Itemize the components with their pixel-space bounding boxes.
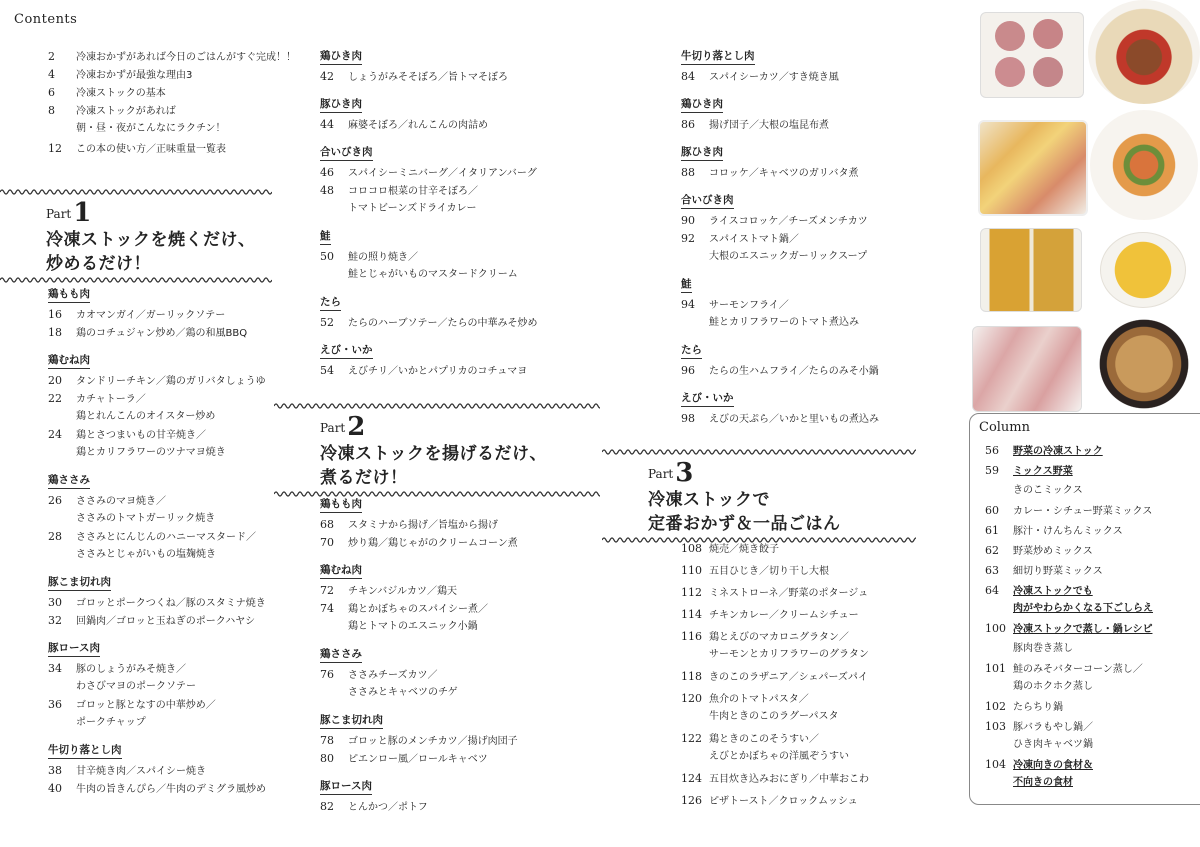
entry-title: 揚げ団子／大根の塩昆布煮 [709,120,829,131]
toc-entry[interactable] [48,696,216,715]
entry-title: チキンカレー／クリームシチュー [709,610,859,621]
toc-entry[interactable] [320,182,478,201]
toc-entry[interactable] [681,68,839,87]
frozen-pork-bags-photo [972,326,1082,412]
part-title: 炒めるだけ！ [46,254,151,274]
entry-subtitle: サーモンとカリフラワーのグラタン [709,649,869,660]
entry-subtitle: 鮭とじゃがいものマスタードクリーム [348,269,518,280]
entry-subtitle: ささみとじゃがいもの塩麹焼き [76,549,216,560]
part-word: Part [648,467,674,481]
page-number: 16 [48,308,62,321]
entry-title: きのこミックス [1013,485,1083,496]
toc-entry[interactable] [48,140,226,159]
entry-subtitle: 朝・昼・夜がこんなにラクチン！ [76,123,226,134]
part-word: Part [320,421,346,435]
entry-title: スタミナから揚げ／旨塩から揚げ [348,520,498,531]
entry-subtitle: えびとかぼちゃの洋風ぞうすい [709,751,849,762]
section-heading: 鶏むね肉 [48,352,90,369]
section-heading: 豚ロース肉 [320,778,372,795]
pork-stew-pot-photo [1090,318,1198,410]
page-number: 101 [985,662,1006,675]
page-number: 90 [681,214,695,227]
entry-title: 五目炊き込みおにぎり／中華おこわ [709,774,869,785]
entry-title: 鮭のみそバターコーン蒸し／ [1013,664,1143,675]
toc-entry[interactable] [681,230,799,249]
page-number: 36 [48,698,62,711]
part-number: 2 [347,412,366,442]
entry-title: きのこのラザニア／シェパーズパイ [709,672,868,683]
toc-entry[interactable] [48,390,146,409]
toc-entry[interactable] [320,582,457,601]
pumpkin-soup-photo [1100,232,1186,308]
toc-entry[interactable] [48,372,266,391]
wave-divider [274,402,600,410]
toc-entry[interactable] [681,628,849,647]
toc-entry[interactable] [48,324,247,343]
toc-entry[interactable] [320,798,428,817]
page-number: 86 [681,118,695,131]
toc-entry[interactable] [48,84,166,103]
page-number: 59 [985,464,999,477]
toc-entry[interactable] [48,48,296,67]
page-number: 114 [681,608,702,621]
section-heading: たら [320,294,341,311]
page-number: 84 [681,70,695,83]
entry-subtitle: 不向きの食材 [1013,777,1073,788]
entry-title: ミネストローネ／野菜のポタージュ [709,588,869,599]
page-number: 68 [320,518,334,531]
entry-title: カオマンガイ／ガーリックソテー [76,310,226,321]
page-number: 96 [681,364,695,377]
part-title: 冷凍ストックを揚げるだけ、 [320,444,547,464]
entry-title: ピエンロー風／ロールキャベツ [348,754,488,765]
toc-entry[interactable] [681,690,809,709]
section-heading: 鶏むね肉 [320,562,362,579]
page-number: 6 [48,86,55,99]
entry-title: 焼売／焼き餃子 [709,544,779,555]
toc-entry[interactable] [320,516,498,535]
page-number: 44 [320,118,334,131]
entry-title: 鮭の照り焼き／ [348,252,418,263]
entry-title: カチャトーラ／ [76,394,146,405]
entry-subtitle: ひき肉キャベツ鍋 [1013,739,1093,750]
section-heading: 合いびき肉 [320,144,373,161]
page-number: 32 [48,614,62,627]
entry-title: 野菜炒めミックス [1013,546,1093,557]
page-number: 124 [681,772,702,785]
page-number: 126 [681,794,702,807]
page-number: 22 [48,392,62,405]
toc-entry[interactable] [681,540,779,559]
page-number: 20 [48,374,62,387]
toc-entry[interactable] [681,562,829,581]
section-heading: 牛切り落とし肉 [681,48,755,65]
entry-title: ゴロッとポークつくね／豚のスタミナ焼き [76,598,266,609]
entry-title: ささみとにんじんのハニーマスタード／ [76,532,256,543]
page-number: 54 [320,364,334,377]
entry-title: ゴロッと豚のメンチカツ／揚げ肉団子 [348,736,518,747]
entry-subtitle: 鶏とカリフラワーのツナマヨ焼き [76,447,226,458]
part-label [648,458,693,488]
entry-title: 冷凍ストックでも [1013,586,1093,597]
page-number: 46 [320,166,334,179]
page-number: 24 [48,428,62,441]
page-number: 108 [681,542,702,555]
section-heading: 鮭 [320,228,331,245]
page-number: 102 [985,700,1006,713]
entry-title: 炒り鶏／鶏じゃがのクリームコーン煮 [348,538,518,549]
page-number: 110 [681,564,702,577]
toc-entry[interactable] [320,68,508,87]
section-heading: 豚ひき肉 [320,96,362,113]
toc-entry[interactable] [48,612,255,631]
page-number: 70 [320,536,334,549]
page-number: 120 [681,692,702,705]
entry-title: カレー・シチュー野菜ミックス [1013,506,1153,517]
entry-title: 冷凍ストックの基本 [76,88,166,99]
entry-title: サーモンフライ／ [709,300,789,311]
page-number: 28 [48,530,62,543]
entry-title: たらのハーブソテー／たらの中華みそ炒め [348,318,538,329]
toc-entry[interactable] [48,762,206,781]
entry-title: 豚汁・けんちんミックス [1013,526,1123,537]
toc-entry[interactable] [681,212,868,231]
entry-title: 鶏とさつまいもの甘辛焼き／ [76,430,206,441]
entry-title: ささみのマヨ焼き／ [76,496,166,507]
entry-title: スパイシーカツ／すき焼き風 [709,72,839,83]
entry-subtitle: 鶏とれんこんのオイスター炒め [76,411,216,422]
entry-title: ゴロッと豚となすの中華炒め／ [76,700,216,711]
part-title: 定番おかず＆一品ごはん [648,514,841,534]
page-number: 4 [48,68,55,81]
entry-subtitle: 鮭とカリフラワーのトマト煮込み [709,317,859,328]
part-label [320,412,365,442]
page-number: 112 [681,586,702,599]
section-heading: 鶏もも肉 [48,286,90,303]
toc-entry[interactable] [48,780,266,799]
page-number: 18 [48,326,62,339]
entry-subtitle: トマトビーンズドライカレー [348,203,477,214]
section-heading: 鶏ひき肉 [681,96,723,113]
part-number: 1 [73,198,92,228]
section-heading: たら [681,342,702,359]
toc-entry[interactable] [681,584,868,603]
entry-title: この本の使い方／正味重量一覧表 [76,144,226,155]
entry-title: 豚のしょうがみそ焼き／ [76,664,186,675]
page-number: 62 [985,544,999,557]
section-heading: 豚こま切れ肉 [48,574,111,591]
wave-divider [0,276,272,284]
toc-entry[interactable] [320,164,537,183]
toc-entry[interactable] [681,296,789,315]
section-heading: 豚こま切れ肉 [320,712,383,729]
toc-entry[interactable] [681,730,819,749]
toc-entry[interactable] [681,410,879,429]
page-number: 42 [320,70,334,83]
toc-entry[interactable] [681,164,859,183]
toc-entry[interactable] [320,600,488,619]
entry-title: 麻婆そぼろ／れんこんの肉詰め [348,120,488,131]
page-number: 88 [681,166,695,179]
toc-entry[interactable] [681,606,859,625]
part-title: 煮るだけ！ [320,468,408,488]
page-number: 104 [985,758,1006,771]
entry-title: 豚肉巻き蒸し [1013,643,1073,654]
entry-title: タンドリーチキン／鶏のガリバタしょうゆ [76,376,266,387]
entry-title: たらの生ハムフライ／たらのみそ小鍋 [709,366,879,377]
page-title: Contents [14,12,78,27]
page-number: 63 [985,564,999,577]
section-heading: 合いびき肉 [681,192,734,209]
hamburger-plate-photo [1088,0,1200,104]
entry-title: 鶏とえびのマカロニグラタン／ [709,632,849,643]
entry-title: ピザトースト／クロックムッシュ [709,796,858,807]
entry-title: えびチリ／いかとパプリカのコチュマヨ [348,366,528,377]
entry-title: 冷凍おかずが最強な理由3 [76,70,193,81]
page-number: 92 [681,232,695,245]
page-number: 12 [48,142,62,155]
part-title: 冷凍ストックで [648,490,770,510]
toc-entry[interactable] [320,314,538,333]
entry-title: たらちり鍋 [1013,702,1063,713]
page-number: 122 [681,732,702,745]
page-number: 61 [985,524,999,537]
page-number: 103 [985,720,1006,733]
page-number: 48 [320,184,334,197]
column-title: Column [979,420,1031,435]
toc-entry[interactable] [320,248,418,267]
entry-title: 冷凍ストックで蒸し・鍋レシピ [1013,624,1153,635]
entry-title: 回鍋肉／ゴロッと玉ねぎのポークハヤシ [76,616,256,627]
entry-subtitle: ささみのトマトガーリック焼き [76,513,216,524]
toc-entry[interactable] [320,732,518,751]
entry-subtitle: 肉がやわらかくなる下ごしらえ [1013,603,1153,614]
toc-entry[interactable] [320,534,518,553]
entry-title: 魚介のトマトパスタ／ [709,694,809,705]
page-number: 118 [681,670,702,683]
page-number: 64 [985,584,999,597]
wave-divider [0,188,272,196]
toc-entry[interactable] [320,116,488,135]
entry-title: 五目ひじき／切り干し大根 [709,566,829,577]
entry-title: 野菜の冷凍ストック [1013,446,1103,457]
page-number: 74 [320,602,334,615]
toc-entry[interactable] [681,116,829,135]
entry-title: チキンバジルカツ／鶏天 [348,586,457,597]
entry-title: 鶏のコチュジャン炒め／鶏の和風BBQ [76,328,248,339]
part-number: 3 [675,458,694,488]
entry-title: しょうがみそそぼろ／旨トマそぼろ [348,72,508,83]
toc-entry[interactable] [320,362,527,381]
entry-title: 牛肉の旨きんぴら／牛肉のデミグラ風炒め [76,784,266,795]
entry-title: コロコロ根菜の甘辛そぼろ／ [348,186,478,197]
entry-subtitle: ポークチャップ [76,717,146,728]
toc-entry[interactable] [48,66,192,85]
section-heading: 鶏ささみ [320,646,362,663]
section-heading: 鶏もも肉 [320,496,362,513]
entry-title: スパイストマト鍋／ [709,234,799,245]
page-number: 72 [320,584,334,597]
frozen-soup-bags-photo [980,228,1082,312]
wave-divider [602,448,916,456]
toc-entry[interactable] [48,492,166,511]
toc-entry[interactable] [681,792,858,811]
page-number: 76 [320,668,334,681]
column-box [969,413,1200,805]
section-heading: 豚ひき肉 [681,144,723,161]
page-number: 94 [681,298,695,311]
toc-entry[interactable] [48,528,256,547]
page-number: 116 [681,630,702,643]
chicken-peppers-tray-photo [978,120,1088,216]
page-number: 30 [48,596,62,609]
page-number: 2 [48,50,55,63]
entry-title: ミックス野菜 [1013,466,1073,477]
toc-entry[interactable] [681,668,868,687]
entry-title: ささみチーズカツ／ [348,670,438,681]
page-number: 98 [681,412,695,425]
entry-title: 冷凍ストックがあれば [76,106,176,117]
entry-title: コロッケ／キャベツのガリバタ煮 [709,168,859,179]
entry-title: 細切り野菜ミックス [1013,566,1103,577]
part-word: Part [46,207,72,221]
section-heading: 牛切り落とし肉 [48,742,122,759]
entry-title: 豚バラもやし鍋／ [1013,722,1093,733]
page-number: 52 [320,316,334,329]
entry-subtitle: 鶏とトマトのエスニック小鍋 [348,621,478,632]
entry-title: スパイシーミニバーグ／イタリアンバーグ [348,168,537,179]
page-number: 34 [48,662,62,675]
entry-subtitle: 牛肉ときのこのラグーパスタ [709,711,839,722]
section-heading: えび・いか [681,390,734,407]
page-number: 78 [320,734,334,747]
entry-subtitle: わさびマヨのポークソテー [76,681,196,692]
section-heading: 鮭 [681,276,692,293]
entry-title: 鶏ときのこのそうすい／ [709,734,819,745]
toc-entry[interactable] [681,362,879,381]
toc-entry[interactable] [48,660,186,679]
entry-title: ライスコロッケ／チーズメンチカツ [709,216,868,227]
page-number: 60 [985,504,999,517]
page-number: 82 [320,800,334,813]
entry-title: とんかつ／ポトフ [348,802,428,813]
entry-subtitle: 鶏のホクホク蒸し [1013,681,1093,692]
page-number: 50 [320,250,334,263]
toc-entry[interactable] [320,666,438,685]
toc-entry[interactable] [681,770,869,789]
section-heading: 鶏ひき肉 [320,48,362,65]
page-number: 100 [985,622,1006,635]
page-number: 26 [48,494,62,507]
page-number: 8 [48,104,55,117]
entry-title: 冷凍向きの食材＆ [1013,760,1093,771]
entry-title: 冷凍おかずがあれば今日のごはんがすぐ完成！！ [76,52,296,63]
part-label [46,198,91,228]
entry-subtitle: 大根のエスニックガーリックスープ [709,251,868,262]
entry-title: 鶏とかぼちゃのスパイシー煮／ [348,604,488,615]
section-heading: 鶏ささみ [48,472,90,489]
page-number: 38 [48,764,62,777]
page-number: 56 [985,444,999,457]
toc-entry[interactable] [48,102,176,121]
toc-entry[interactable] [48,594,266,613]
section-heading: 豚ロース肉 [48,640,100,657]
section-heading: えび・いか [320,342,373,359]
entry-title: 甘辛焼き肉／スパイシー焼き [76,766,206,777]
toc-entry[interactable] [48,426,206,445]
entry-title: えびの天ぷら／いかと里いもの煮込み [709,414,879,425]
chicken-plate-photo [1090,110,1198,220]
toc-entry[interactable] [320,750,488,769]
page-number: 80 [320,752,334,765]
page-number: 40 [48,782,62,795]
toc-entry[interactable] [48,306,225,325]
entry-subtitle: ささみとキャベツのチゲ [348,687,458,698]
hamburger-patties-photo [980,12,1084,98]
part-title: 冷凍ストックを焼くだけ、 [46,230,256,250]
